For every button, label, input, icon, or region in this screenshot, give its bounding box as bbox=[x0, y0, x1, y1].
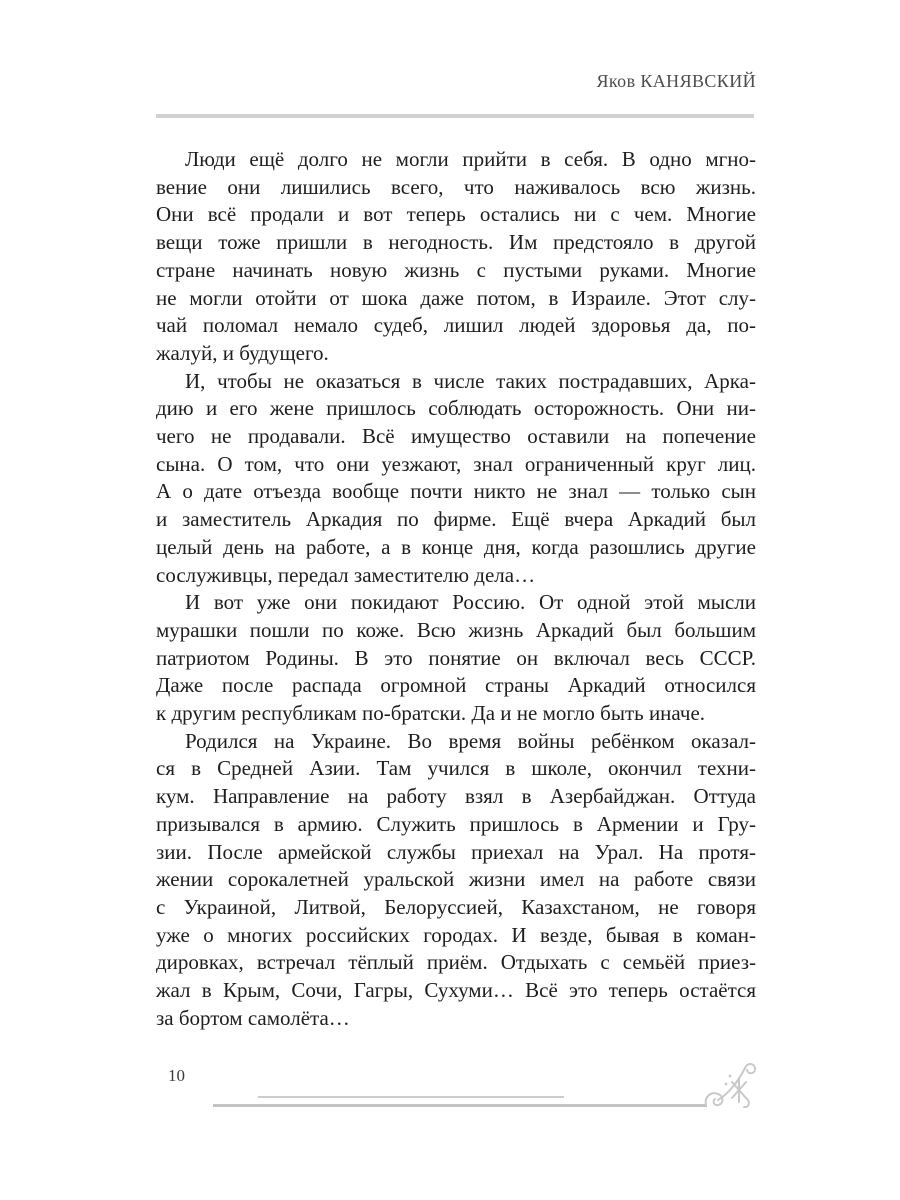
page-number: 10 bbox=[168, 1066, 185, 1085]
text-line: А о дате отъезда вообще почти никто не знал — только сын bbox=[156, 479, 756, 504]
text-line: чего не продавали. Всё имущество оставили на попечение bbox=[156, 424, 756, 449]
text-line: зии. После армейской службы приехал на Урал. На протя- bbox=[156, 839, 756, 864]
text-line: И вот уже они покидают Россию. От одной этой мысли bbox=[185, 590, 756, 615]
body-text bbox=[156, 146, 756, 1033]
text-line: уже о многих российских городах. И везде, бывая в коман- bbox=[156, 922, 756, 947]
text-line: жении сорокалетней уральской жизни имел на работе связи bbox=[156, 867, 756, 892]
text-line: Люди ещё долго не могли прийти в себя. В одно мгно- bbox=[185, 147, 756, 171]
text-line: жал в Крым, Сочи, Гагры, Сухуми… Всё это теперь остаётся bbox=[156, 978, 756, 1003]
text-line: патриотом Родины. В это понятие он включал весь СССР. bbox=[156, 645, 756, 670]
text-line: сослуживцы, передал заместителю дела… bbox=[156, 562, 536, 587]
text-line: дию и его жене пришлось соблюдать осторожность. Они ни- bbox=[156, 396, 756, 421]
text-line: стране начинать новую жизнь с пустыми руками. Многие bbox=[156, 257, 756, 282]
text-line: жалуй, и будущего. bbox=[156, 340, 329, 365]
text-line: целый день на работе, а в конце дня, когда разошлись другие bbox=[156, 534, 756, 559]
text-line: вещи тоже пришли в негодность. Им предстояло в другой bbox=[156, 230, 756, 255]
text-line: не могли отойти от шока даже потом, в Израиле. Этот слу- bbox=[156, 285, 756, 310]
paragraph bbox=[156, 368, 756, 590]
text-line: Они всё продали и вот теперь остались ни с чем. Многие bbox=[156, 202, 756, 227]
footer-divider-thin bbox=[258, 1096, 564, 1098]
text-line: И, чтобы не оказаться в числе таких пострадавших, Арка- bbox=[185, 368, 756, 393]
text-line: чай поломал немало судеб, лишил людей здоровья да, по- bbox=[156, 313, 756, 338]
text-line: призывался в армию. Служить пришлось в Армении и Гру- bbox=[156, 811, 756, 836]
running-head-author: Яков КАНЯВСКИЙ bbox=[596, 71, 756, 91]
floral-flourish-icon bbox=[702, 1058, 758, 1114]
text-line: сына. О том, что они уезжают, знал ограниченный круг лиц. bbox=[156, 451, 756, 476]
text-line: вение они лишились всего, что наживалось всю жизнь. bbox=[156, 174, 756, 199]
text-line: с Украиной, Литвой, Белоруссией, Казахстаном, не говоря bbox=[156, 894, 756, 919]
paragraph bbox=[156, 146, 756, 368]
paragraph bbox=[156, 589, 756, 728]
footer-divider-thick bbox=[213, 1104, 707, 1107]
text-line: за бортом самолёта… bbox=[156, 1005, 350, 1030]
text-line: кум. Направление на работу взял в Азербайджан. Оттуда bbox=[156, 784, 756, 809]
paragraph bbox=[156, 728, 756, 1033]
header-divider bbox=[156, 114, 754, 118]
text-line: к другим республикам по-братски. Да и не могло быть иначе. bbox=[156, 701, 706, 726]
text-line: и заместитель Аркадия по фирме. Ещё вчера Аркадий был bbox=[156, 507, 756, 532]
text-line: мурашки пошли по коже. Всю жизнь Аркадий был большим bbox=[156, 617, 756, 642]
text-line: Родился на Украине. Во время войны ребёнком оказал- bbox=[185, 728, 756, 753]
text-line: ся в Средней Азии. Там учился в школе, окончил техни- bbox=[156, 756, 756, 781]
text-line: дировках, встречал тёплый приём. Отдыхать с семьёй приез- bbox=[156, 950, 756, 975]
text-line: Даже после распада огромной страны Аркадий относился bbox=[156, 673, 756, 698]
